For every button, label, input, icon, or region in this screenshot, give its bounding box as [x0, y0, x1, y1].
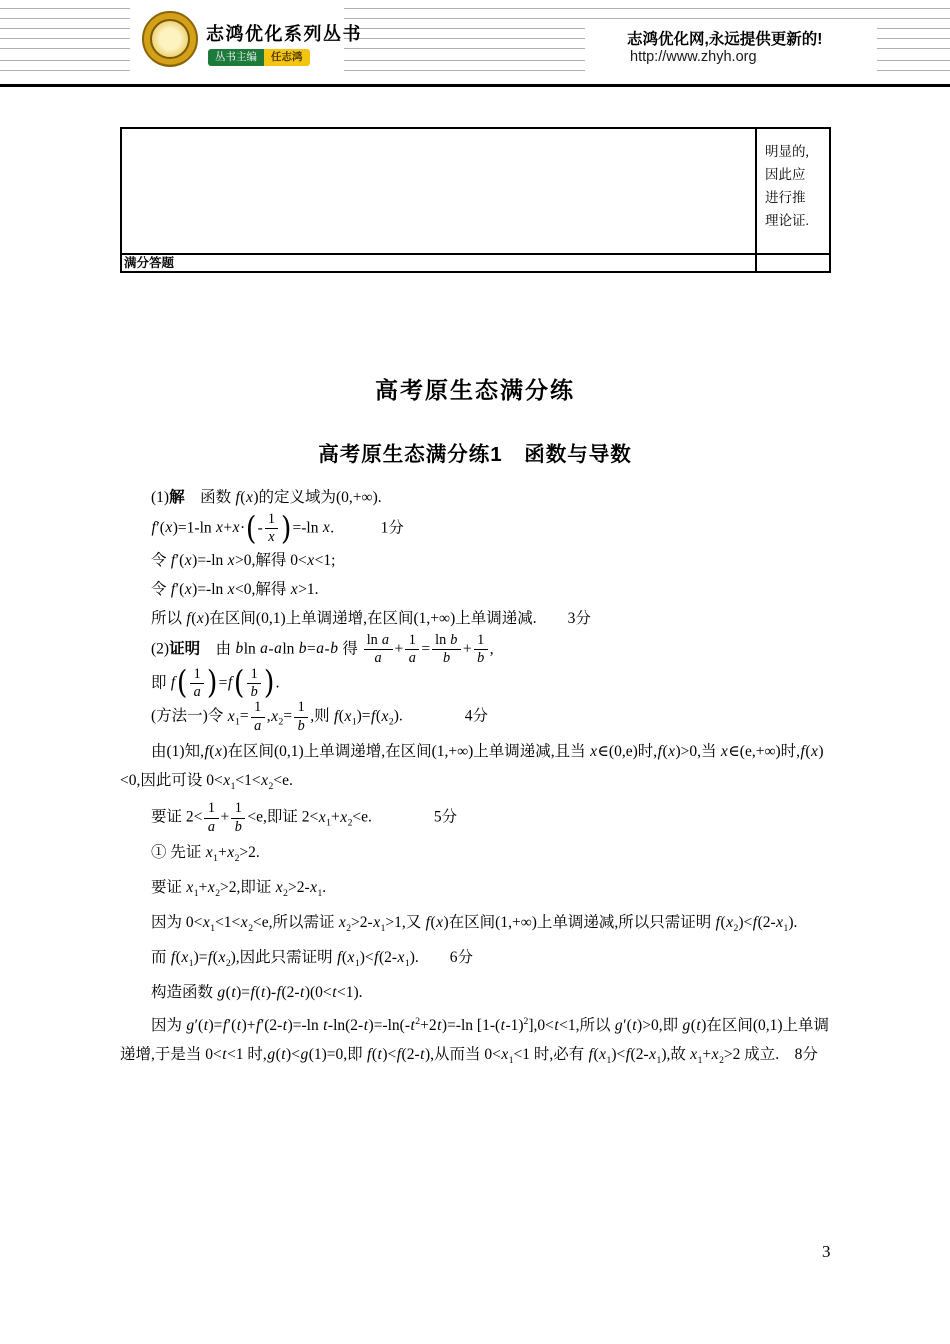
math-variable: x [373, 913, 381, 931]
fraction [190, 667, 204, 701]
math-variable: f [588, 1046, 593, 1064]
math-variable: t [632, 1017, 637, 1035]
subscript: 1 [508, 1055, 514, 1067]
math-variable: a [374, 650, 382, 667]
fraction-numerator: 1 [251, 700, 265, 717]
math-variable: t [236, 1017, 242, 1035]
math-variable: a [381, 631, 389, 648]
solution-paragraph: (方法一)令 $x_1=$ $\frac{1}{a}$ $,x_2=$ $\frac{1}{b}$ ,则 $f(x_1)=f(x_2)$. 4分 [151, 699, 489, 734]
math-variable: x [340, 808, 348, 826]
solution-paragraph: 要证 $x_1+x_2>2$,即证 $x_2>2-x_1$. [151, 878, 327, 899]
math-variable: x [711, 1046, 719, 1064]
math-variable: f [800, 743, 805, 760]
math-variable: b [235, 640, 244, 658]
fraction [432, 633, 461, 667]
fraction-denominator [247, 684, 261, 700]
fraction-denominator [432, 650, 461, 666]
math-variable: f [276, 984, 281, 1002]
math-variable: t [261, 984, 266, 1002]
bold-text: 解 [169, 489, 185, 506]
math-variable: f [371, 707, 376, 725]
solution-paragraph: ① 先证 $x_1+x_2>2$. [151, 843, 260, 864]
math-variable: x [184, 551, 192, 569]
header-url: http://www.zhyh.org [630, 49, 757, 65]
math-variable: x [202, 913, 210, 931]
subscript: 1 [783, 922, 789, 934]
subscript: 2 [347, 817, 353, 829]
math-variable: f [256, 1017, 261, 1035]
brand-title: 志鸿优化系列丛书 [206, 24, 362, 44]
math-variable: f [374, 948, 379, 966]
math-variable: t [222, 1046, 227, 1064]
fraction-denominator [231, 819, 245, 835]
solution-paragraph: f′(x)=1-ln x+x· ( - $\frac{1}{x}$ ) =-ln x. 1分 [151, 510, 404, 547]
editor-badge [208, 49, 310, 66]
fraction-numerator: 1 [405, 633, 419, 650]
math-variable: g [186, 1017, 195, 1035]
math-variable: t [500, 1017, 505, 1035]
fraction-numerator: ln b [432, 633, 461, 650]
right-paren-icon: ) [281, 510, 292, 547]
paren-group [176, 667, 219, 701]
superscript: 2 [523, 1016, 529, 1028]
math-variable: f [186, 609, 191, 627]
solution-paragraph: 令 f′(x)=-ln x>0,解得 0<x<1; [151, 551, 336, 569]
math-variable: f [170, 551, 176, 569]
fraction [474, 633, 488, 667]
math-variable: b [298, 640, 307, 658]
solution-paragraph: 要证 2< $\frac{1}{a}$ + $\frac{1}{b}$ <e,即证 $2<x_1+x_2<e$. 5分 [151, 800, 458, 835]
math-variable: g [682, 1017, 691, 1035]
math-variable: f [625, 1046, 631, 1064]
math-variable: b [450, 631, 458, 648]
math-variable: x [205, 843, 213, 861]
math-variable: x [599, 1046, 607, 1064]
math-variable: x [347, 948, 355, 966]
math-variable: x [186, 878, 194, 896]
math-variable: b [442, 650, 451, 667]
paren-content: - $\frac{1}{x}$ [258, 512, 281, 546]
superscript: 2 [415, 1016, 421, 1028]
fraction-numerator: 1 [474, 633, 488, 650]
subscript: 1 [404, 958, 410, 970]
fraction-numerator: 1 [247, 667, 261, 684]
math-variable: x [207, 878, 215, 896]
math-variable: b [250, 684, 258, 701]
math-variable: x [261, 772, 269, 789]
fraction-numerator: 1 [204, 801, 218, 818]
fraction [364, 633, 393, 667]
fraction [265, 512, 278, 546]
math-variable: x [811, 743, 818, 760]
paren-group [233, 667, 276, 701]
subscript: 1 [317, 887, 323, 899]
math-variable: x [397, 948, 405, 966]
fraction [204, 801, 218, 835]
solution-paragraph: 构造函数 g(t)=f(t)-f(2-t)(0<t<1). [151, 984, 363, 1002]
subscript: 2 [719, 1055, 724, 1067]
subscript: 1 [235, 717, 240, 728]
subscript: 1 [354, 958, 360, 970]
math-variable: f [425, 913, 430, 931]
math-variable: x [240, 913, 248, 931]
math-variable: t [437, 1017, 442, 1035]
math-variable: f [752, 913, 758, 931]
header-rule [0, 84, 950, 87]
math-variable: a [260, 640, 268, 658]
math-variable: x [501, 1046, 509, 1064]
math-variable: x [214, 743, 222, 760]
math-variable: x [690, 1046, 698, 1064]
fraction-numerator: 1 [190, 667, 204, 684]
math-variable: x [216, 519, 223, 537]
math-variable: f [657, 743, 662, 760]
math-variable: f [367, 1046, 372, 1064]
math-variable: t [554, 1017, 559, 1035]
math-variable: f [235, 489, 240, 506]
fraction-numerator: 1 [265, 512, 278, 529]
math-variable: a [193, 684, 201, 701]
fraction-denominator [364, 650, 393, 666]
solution-paragraph: (1)解 函数 f(x)的定义域为(0,+∞). [151, 489, 382, 506]
math-variable: a [207, 818, 215, 835]
fraction-denominator [204, 819, 218, 835]
math-variable: t [420, 1046, 425, 1064]
solution-paragraph: (2)证明 由 bln a-aln b=a-b 得 $\frac{\text{ln a}}{a}$ + $\frac{1}{a}$ = $\frac{\text{ln b}}{b}$ + $\frac{1}{b}$ , [151, 631, 494, 667]
fraction-numerator: 1 [231, 801, 245, 818]
subscript: 2 [388, 717, 394, 728]
math-variable: f [222, 1017, 228, 1035]
solution-paragraph: 令 f′(x)=-ln x<0,解得 x>1. [151, 580, 319, 598]
math-variable: f [170, 674, 176, 692]
badge-name: 任志鸿 [264, 49, 310, 66]
math-variable: g [217, 984, 226, 1002]
solution-paragraph: 由(1)知,f(x)在区间(0,1)上单调递增,在区间(1,+∞)上单调递减,且当 x∈(0,e)时,f(x)>0,当 x∈(e,+∞)时,f(x)<0,因此可设 $0<x_1<1<x_2<e$. [120, 743, 824, 793]
zhihong-logo-inner [150, 19, 190, 59]
exercise-title: 高考原生态满分练1 函数与导数 [318, 443, 632, 466]
math-variable: x [227, 707, 235, 725]
left-paren-icon: ( [176, 665, 188, 702]
paren-content [188, 667, 206, 701]
math-variable: x [310, 878, 317, 896]
math-variable: a [408, 650, 416, 667]
math-variable: g [300, 1046, 309, 1064]
fraction-denominator [190, 684, 204, 700]
fraction-numerator: ln a [364, 633, 393, 650]
subscript: 1 [697, 1055, 703, 1067]
math-variable: f [151, 519, 156, 537]
math-variable: x [227, 551, 235, 569]
fraction [251, 700, 265, 734]
paren-group [245, 512, 292, 546]
math-variable: x [776, 913, 784, 931]
math-variable: b [234, 818, 242, 835]
math-variable: f [337, 948, 342, 966]
fraction [294, 700, 308, 734]
note-line: 理论证. [765, 213, 809, 228]
math-variable: x [227, 580, 235, 598]
math-variable: t [377, 1046, 382, 1064]
math-variable: f [170, 580, 176, 598]
math-variable: x [271, 707, 279, 725]
math-variable: b [477, 650, 485, 667]
math-variable: t [231, 984, 236, 1002]
math-variable: f [227, 674, 233, 692]
math-variable: x [649, 1046, 657, 1064]
math-variable: t [332, 984, 337, 1002]
fraction-denominator [405, 650, 419, 666]
math-variable: t [696, 1017, 701, 1035]
math-variable: x [338, 913, 346, 931]
note-line: 因此应 [765, 167, 806, 182]
math-variable: x [184, 580, 192, 598]
math-variable: f [170, 948, 176, 966]
math-variable: x [668, 743, 676, 760]
subscript: 1 [213, 852, 218, 864]
math-variable: b [330, 640, 338, 658]
fraction [231, 801, 245, 835]
subscript: 1 [656, 1055, 662, 1067]
math-variable: x [590, 743, 597, 760]
subscript: 2 [346, 922, 352, 934]
math-variable: x [381, 707, 389, 725]
math-variable: x [181, 948, 189, 966]
solution-paragraph: 因为 $0<x_1<1<x_2<e$,所以需证 $x_2>2-x_1>1$,又 f(x)在区间(1,+∞)上单调递减,所以只需证明 $f(x_2)<f(2-x_1)$. [151, 913, 798, 934]
solution-paragraph: 所以 f(x)在区间(0,1)上单调递增,在区间(1,+∞)上单调递减. 3分 [151, 609, 591, 627]
subscript: 2 [283, 887, 288, 899]
math-variable: x [165, 519, 173, 537]
math-variable: f [204, 743, 209, 760]
answer-table [120, 127, 831, 273]
page-number: 3 [822, 1242, 831, 1261]
math-variable: g [614, 1017, 623, 1035]
math-variable: x [232, 519, 240, 537]
subscript: 2 [234, 852, 240, 864]
left-paren-icon: ( [246, 510, 257, 547]
math-variable: t [203, 1017, 209, 1035]
subscript: 1 [351, 717, 357, 728]
math-variable: x [322, 519, 330, 537]
fraction [405, 633, 419, 667]
solution-paragraph: 因为 g′(t)=f′(t)+f′(2-t)=-ln $t-\ln(2-t)=-\ln(-t^2+2t)=-\ln$ $[1-(t-1)^2],0<t<1$,所以 g′(t)>0,即 g(t)在区间(0,1)上单调递增,于是当 0<t<1 时,g(t)<g(1)=0,即 f(t)<f(2-t),从而当 $0<x_1<1$ 时,必有 $f(x_1)<f(2-x_1)$,故 $x_1+x_2>2$ 成立. 8分 [120, 1016, 830, 1067]
subscript: 2 [733, 922, 739, 934]
math-variable: f [715, 913, 720, 931]
right-paren-icon: ) [264, 665, 275, 702]
fraction-numerator: 1 [294, 700, 308, 717]
math-variable: x [344, 707, 352, 725]
math-variable: x [726, 913, 734, 931]
left-paren-icon: ( [233, 665, 245, 702]
math-variable: t [363, 1017, 369, 1035]
fraction-denominator [474, 650, 488, 666]
note-line: 明显的, [765, 144, 809, 159]
fraction-denominator [251, 718, 265, 734]
solution-paragraph: 即 f ( $\frac{1}{a}$ ) =f ( $\frac{1}{b}$ ) . [151, 665, 280, 702]
math-variable: x [196, 609, 204, 627]
badge-prefix: 丛书主编 [208, 49, 264, 66]
math-variable: b [297, 717, 305, 734]
fraction-denominator [294, 718, 308, 734]
table-cell-main [122, 129, 755, 253]
subscript: 2 [268, 781, 274, 793]
fraction [247, 667, 261, 701]
math-variable: f [333, 707, 339, 725]
math-variable: x [268, 529, 275, 546]
subscript: 2 [225, 958, 231, 970]
subscript: 2 [278, 717, 284, 728]
math-variable: g [267, 1046, 276, 1064]
subscript: 1 [230, 781, 236, 793]
math-variable: x [227, 843, 235, 861]
header-slogan: 志鸿优化网,永远提供更新的! [627, 31, 823, 48]
table-cell-empty [755, 253, 829, 271]
subscript: 1 [326, 817, 331, 829]
math-variable: t [300, 984, 305, 1002]
math-variable: x [275, 878, 283, 896]
math-variable: x [245, 489, 253, 506]
subscript: 2 [215, 887, 221, 899]
math-variable: f [396, 1046, 402, 1064]
solution-paragraph: 而 $f(x_1)=f(x_2)$,因此只需证明 $f(x_1)<f(2-x_1)$. 6分 [151, 948, 474, 970]
math-variable: x [218, 948, 226, 966]
math-variable: t [281, 1046, 286, 1064]
math-variable: a [254, 717, 262, 734]
subscript: 1 [606, 1055, 612, 1067]
subscript: 1 [210, 922, 216, 934]
math-variable: x [290, 580, 298, 598]
fraction-denominator [265, 529, 278, 545]
section-title: 高考原生态满分练 [375, 377, 575, 403]
math-variable: x [436, 913, 444, 931]
paren-content [245, 667, 263, 701]
math-variable: t [410, 1017, 415, 1035]
table-cell-note [755, 129, 829, 253]
math-variable: x [223, 772, 231, 789]
note-line: 进行推 [765, 190, 806, 205]
table-row-label: 满分答题 [122, 253, 755, 271]
math-variable: t [323, 1017, 328, 1035]
math-variable: f [250, 984, 255, 1002]
zhihong-logo-emblem [142, 11, 198, 67]
subscript: 1 [380, 922, 386, 934]
math-variable: a [316, 640, 325, 658]
math-variable: x [720, 743, 728, 760]
right-paren-icon: ) [207, 665, 218, 702]
math-variable: f [207, 948, 213, 966]
subscript: 1 [193, 887, 199, 899]
math-variable: x [318, 808, 326, 826]
math-variable: x [307, 551, 315, 569]
bold-text: 证明 [169, 640, 201, 658]
subscript: 2 [248, 922, 253, 934]
solution-body [120, 483, 832, 1075]
subscript: 1 [188, 958, 194, 970]
math-variable: t [282, 1017, 288, 1035]
math-variable: a [274, 640, 282, 658]
